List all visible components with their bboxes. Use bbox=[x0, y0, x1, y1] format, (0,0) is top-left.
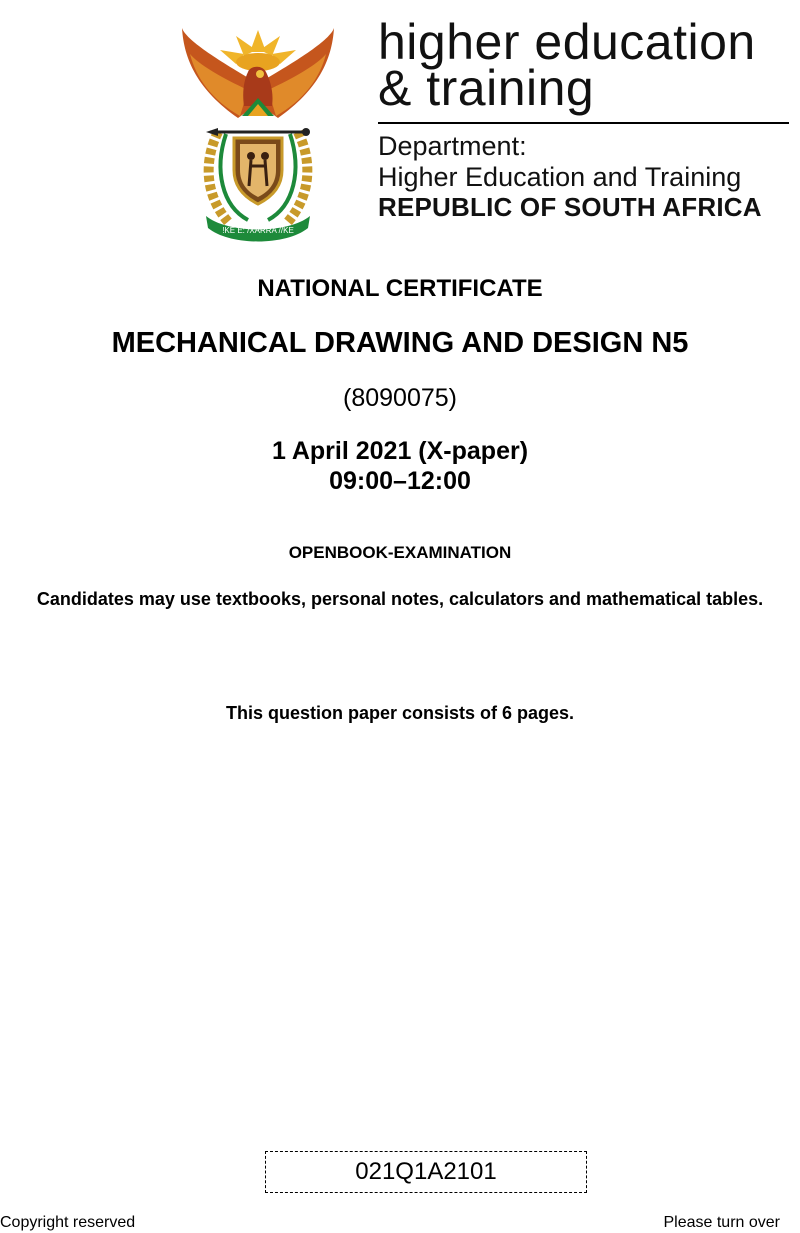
dept-line1: higher education bbox=[378, 14, 756, 70]
turn-over-note: Please turn over bbox=[663, 1214, 780, 1231]
sun-rays bbox=[220, 30, 296, 71]
subject-title: MECHANICAL DRAWING AND DESIGN N5 bbox=[111, 327, 689, 359]
certificate-heading: NATIONAL CERTIFICATE bbox=[257, 275, 543, 302]
coat-of-arms-icon bbox=[178, 20, 338, 242]
paper-code-box: 021Q1A2101 bbox=[265, 1151, 587, 1193]
dept-country: REPUBLIC OF SOUTH AFRICA bbox=[378, 192, 762, 222]
exam-type: OPENBOOK-EXAMINATION bbox=[288, 543, 512, 562]
coat-of-arms-motto: !KE E: /XARRA //KE bbox=[222, 226, 294, 235]
candidate-instructions: Candidates may use textbooks, personal notes, calculators and mathematical tables. bbox=[36, 589, 764, 609]
header-divider bbox=[378, 122, 789, 124]
dept-name: Higher Education and Training bbox=[378, 162, 742, 192]
exam-date: 1 April 2021 (X-paper) bbox=[271, 437, 529, 465]
dept-department-label: Department: bbox=[378, 131, 527, 161]
subject-code: (8090075) bbox=[343, 384, 457, 412]
page-count-note: This question paper consists of 6 pages. bbox=[225, 703, 575, 723]
copyright-notice: Copyright reserved bbox=[0, 1214, 136, 1231]
dept-line2: & training bbox=[378, 60, 595, 116]
exam-time: 09:00–12:00 bbox=[329, 467, 471, 495]
